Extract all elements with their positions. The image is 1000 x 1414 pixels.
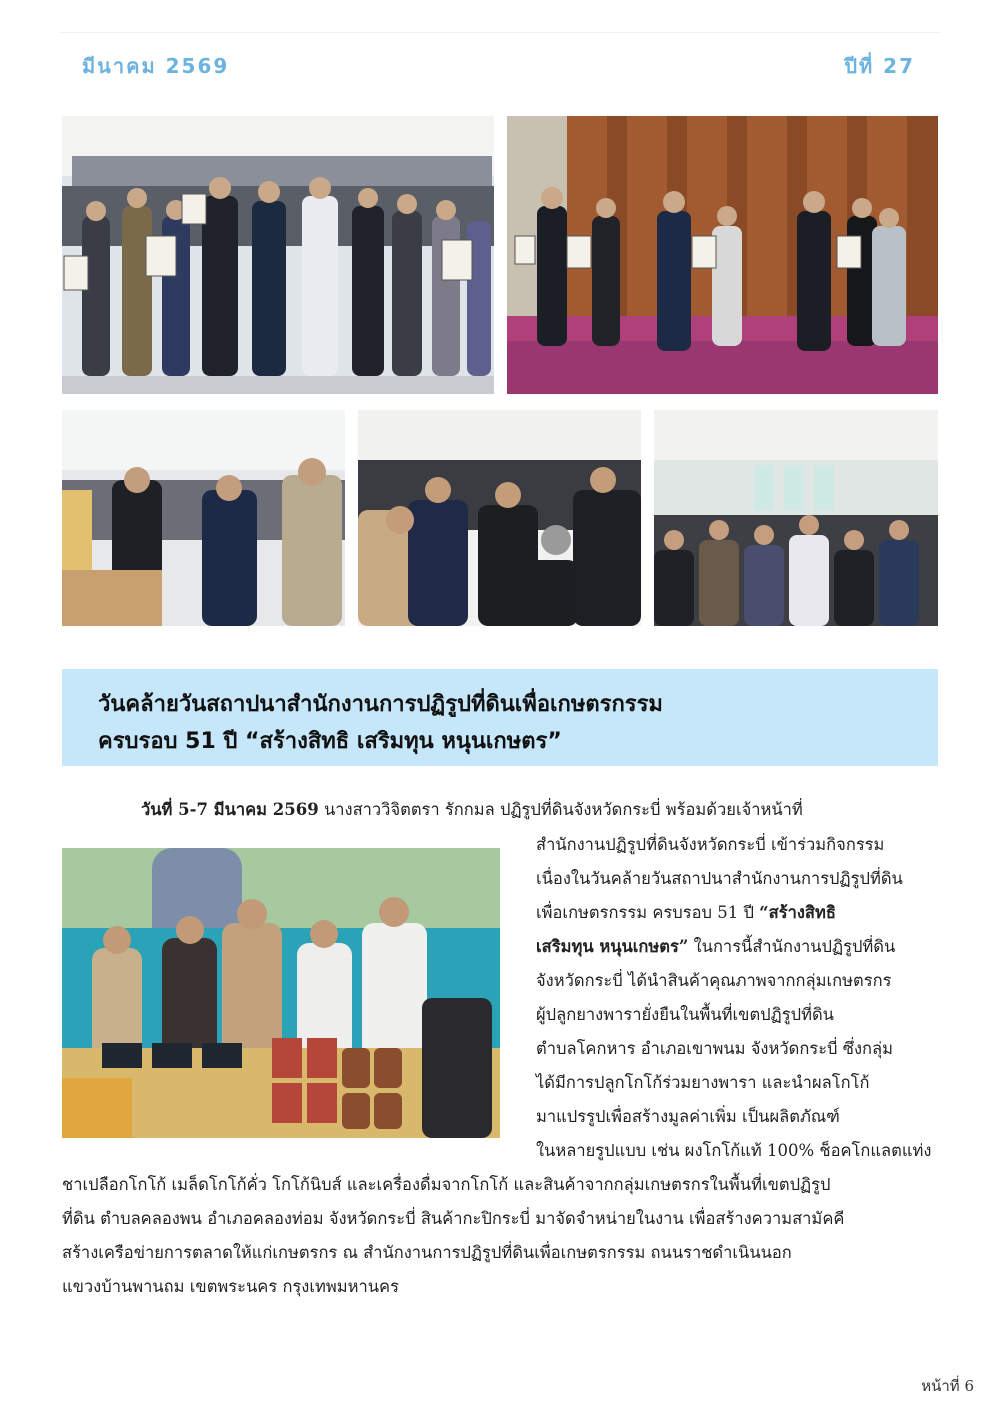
article-title-line2: ครบรอบ 51 ปี “สร้างสิทธิ เสริมทุน หนุนเกษตร” <box>98 729 562 754</box>
article-line-2: สำนักงานปฏิรูปที่ดินจังหวัดกระบี่ เข้าร่วมกิจกรรม <box>536 835 885 854</box>
stage-photo-certificates <box>507 116 938 394</box>
page-number: หน้าที่ 6 <box>921 1377 974 1395</box>
group-photo-certificates <box>62 116 494 394</box>
article-slogan-part2: เสริมทุน หนุนเกษตร” <box>536 937 689 956</box>
article-line1-text: นางสาววิจิตตรา รักกมล ปฏิรูปที่ดินจังหวัดกระบี่ พร้อมด้วยเจ้าหน้าที่ <box>318 800 803 819</box>
article-line-8: ตำบลโคกหาร อำเภอเขาพนม จังหวัดกระบี่ ซึ่งกลุ่ม <box>536 1039 894 1058</box>
header-date: มีนาคม 2569 <box>82 54 230 78</box>
article-title-banner <box>62 669 938 766</box>
article-line-9: ได้มีการปลูกโกโก้ร่วมยางพารา และนำผลโกโก้ <box>536 1073 870 1092</box>
article-line-11: ในหลายรูปแบบ เช่น ผงโกโก้แท้ 100% ช็อคโกแลตแท่ง <box>536 1141 932 1160</box>
article-line-15: แขวงบ้านพานถม เขตพระนคร กรุงเทพมหานคร <box>62 1277 399 1296</box>
officials-photo <box>62 410 345 626</box>
article-line-4 <box>536 900 836 926</box>
article-line5-text: ในการนี้สำนักงานปฏิรูปที่ดิน <box>688 937 896 956</box>
article-line-7: ผู้ปลูกยางพารายั่งยืนในพื้นที่เขตปฏิรูปที่ดิน <box>536 1005 834 1024</box>
article-title-line1: วันคล้ายวันสถาปนาสำนักงานการปฏิรูปที่ดินเพื่อเกษตรกรรม <box>98 692 663 717</box>
article-line-10: มาแปรรูปเพื่อสร้างมูลค่าเพิ่ม เป็นผลิตภัณฑ์ <box>536 1107 840 1126</box>
seated-officials-photo <box>358 410 641 626</box>
article-lead-date: วันที่ 5-7 มีนาคม 2569 <box>141 800 319 819</box>
article-line-1 <box>141 797 803 823</box>
header-rule <box>60 32 940 33</box>
article-line4-text: เพื่อเกษตรกรรม ครบรอบ 51 ปี <box>536 903 760 922</box>
article-line-14: สร้างเครือข่ายการตลาดให้แก่เกษตรกร ณ สำนักงานการปฏิรูปที่ดินเพื่อเกษตรกรรม ถนนราชดำเนินนอก <box>62 1243 792 1262</box>
product-booth-photo <box>62 848 500 1138</box>
article-line-13: ที่ดิน ตำบลคลองพน อำเภอคลองท่อม จังหวัดกระบี่ สินค้ากะปิกระบี่ มาจัดจำหน่ายในงาน เพื่อสร้างความสามัคคี <box>62 1209 845 1228</box>
article-line-6: จังหวัดกระบี่ ได้นำสินค้าคุณภาพจากกลุ่มเกษตรกร <box>536 971 892 990</box>
article-line-5 <box>536 934 895 960</box>
audience-photo <box>654 410 938 626</box>
article-line-12: ชาเปลือกโกโก้ เมล็ดโกโก้คั่ว โกโก้นิบส์ และเครื่องดื่มจากโกโก้ และสินค้าจากกลุ่มเกษตรกรในพื้นที่เขตปฏิรูป <box>62 1175 831 1194</box>
header-issue: ปีที่ 27 <box>844 54 915 78</box>
article-slogan-part1: “สร้างสิทธิ <box>759 903 836 922</box>
article-line-3: เนื่องในวันคล้ายวันสถาปนาสำนักงานการปฏิรูปที่ดิน <box>536 869 903 888</box>
